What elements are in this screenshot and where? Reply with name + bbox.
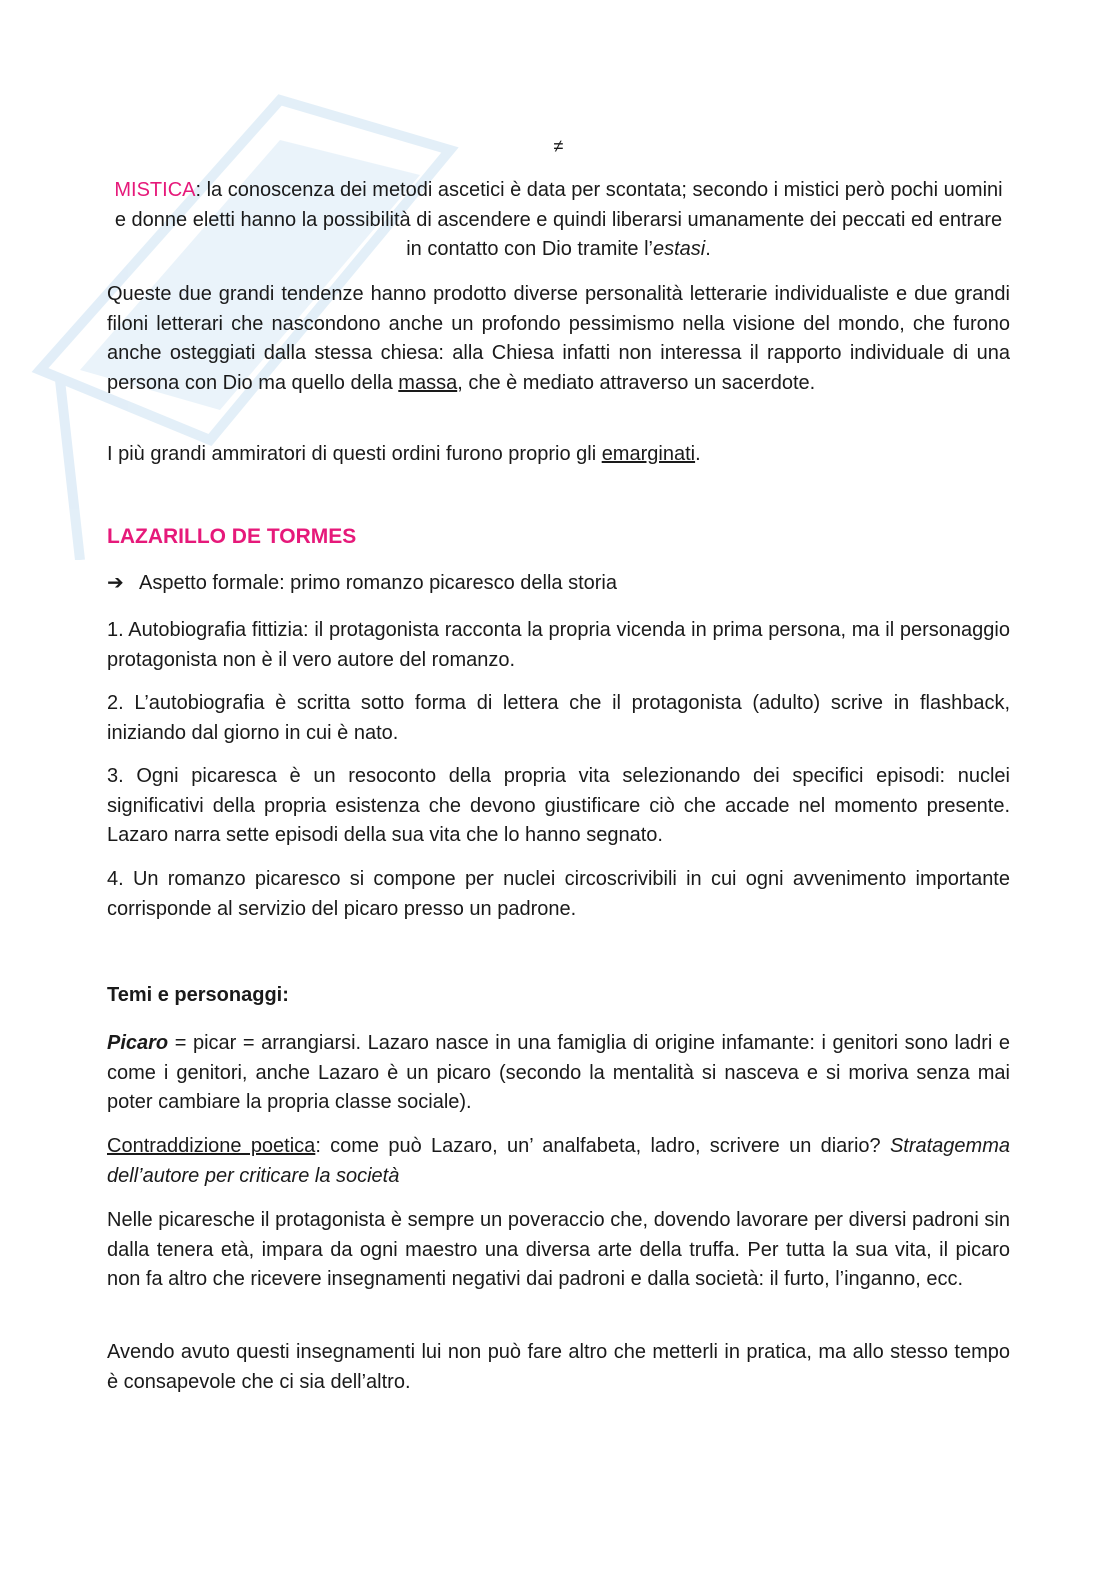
contraddizione-paragraph <box>107 1132 1010 1191</box>
aspetto-formale-text: Aspetto formale: primo romanzo picaresco della storia <box>139 572 617 594</box>
contraddizione-label: Contraddizione poetica <box>107 1135 316 1157</box>
picaro-paragraph <box>107 1029 1010 1118</box>
queste-end: , che è mediato attraverso un sacerdote. <box>457 371 816 394</box>
mistica-paragraph <box>107 176 1010 265</box>
ammiratori-paragraph <box>107 440 701 470</box>
queste-paragraph <box>107 280 1010 398</box>
not-equal-symbol: ≠ <box>553 136 564 156</box>
picaro-term: Picaro <box>107 1032 169 1054</box>
contraddizione-text: : come può Lazaro, un’ analfabeta, ladro, scrivere un diario? <box>315 1135 890 1157</box>
picaro-text: = picar = arrangiarsi. Lazaro nasce in una famiglia di origine infamante: i genitori sono ladri e come i genitori, anche Lazaro è un picaro (secondo la mentalità si nasceva e si moriva senza mai poter cambiare la propria classe sociale). <box>107 1032 1010 1113</box>
list-item: 4. Un romanzo picaresco si compone per nuclei circoscrivibili in cui ogni avvenimento importante corrisponde al servizio del picaro presso un padrone. <box>107 868 1010 920</box>
emarginati-word: emarginati <box>601 443 696 465</box>
ammiratori-end: . <box>695 443 701 465</box>
ammiratori-text: I più grandi ammiratori di questi ordini furono proprio gli <box>107 443 602 465</box>
estasi-word: estasi <box>652 238 706 260</box>
nelle-picaresche-paragraph: Nelle picaresche il protagonista è sempre un poveraccio che, dovendo lavorare per diversi padroni sin dalla tenera età, impara da ogni maestro una diversa arte della truffa. Per tutta la sua vita, il picaro non fa altro che ricevere insegnamenti negativi dai padroni e dalla società: il furto, l’inganno, ecc. <box>107 1209 1010 1290</box>
mistica-label: MISTICA <box>114 179 196 201</box>
massa-word: massa <box>398 371 458 394</box>
mistica-end: . <box>705 238 711 260</box>
list-item: 1. Autobiografia fittizia: il protagonista racconta la propria vicenda in prima persona, ma il personaggio protagonista non è il vero autore del romanzo. <box>107 619 1010 671</box>
temi-heading: Temi e personaggi: <box>107 984 289 1006</box>
mistica-text: : la conoscenza dei metodi ascetici è data per scontata; secondo i mistici però pochi uomini e donne eletti hanno la possibilità di ascendere e quindi liberarsi umanamente dei peccati ed entrare in contatto con Dio tramite l’ <box>114 179 1003 260</box>
stratagemma-text: Stratagemma dell’autore per criticare la società <box>107 1135 1010 1187</box>
arrow-icon: ➔ <box>107 572 124 594</box>
list-item: 2. L’autobiografia è scritta sotto forma di lettera che il protagonista (adulto) scrive in flashback, iniziando dal giorno in cui è nato. <box>107 692 1010 744</box>
aspetto-formale-line <box>107 570 617 595</box>
section-heading: LAZARILLO DE TORMES <box>107 525 357 548</box>
list-item: 3. Ogni picaresca è un resoconto della propria vita selezionando dei specifici episodi: nuclei significativi della propria esistenza che devono giustificare ciò che accade nel momento presente. Lazaro narra sette episodi della sua vita che lo hanno segnato. <box>107 765 1010 846</box>
avendo-paragraph: Avendo avuto questi insegnamenti lui non può fare altro che metterli in pratica, ma allo stesso tempo è consapevole che ci sia dell’altro. <box>107 1341 1010 1393</box>
queste-text: Queste due grandi tendenze hanno prodotto diverse personalità letterarie individualiste e due grandi filoni letterari che nascondono anche un profondo pessimismo nella visione del mondo, che furono anche osteggiati dalla stessa chiesa: alla Chiesa infatti non interessa il rapporto individuale di una persona con Dio ma quello della <box>107 283 1010 394</box>
